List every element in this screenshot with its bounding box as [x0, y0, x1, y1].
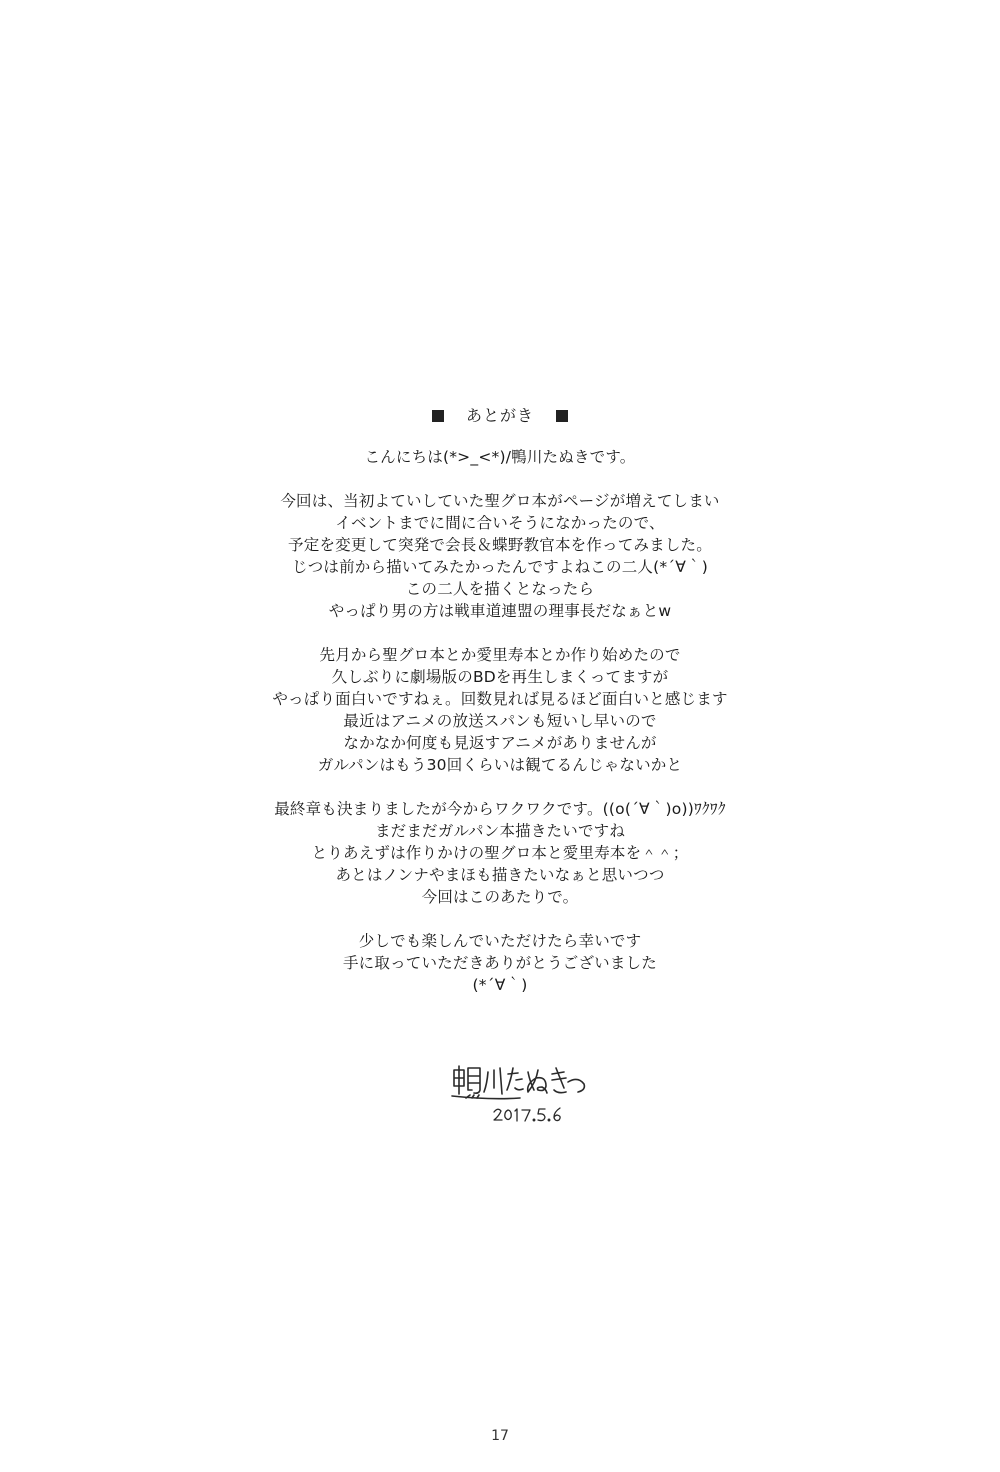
text-line: イベントまでに間に合いそうになかったので、: [335, 514, 665, 532]
text-line: とりあえずは作りかけの聖グロ本と愛里寿本を＾＾；: [311, 844, 689, 862]
text-line: この二人を描くとなったら: [405, 580, 595, 598]
text-line: 最近はアニメの放送スパンも短いし早いので: [343, 712, 657, 730]
text-line: あとはノンナやまほも描きたいなぁと思いつつ: [335, 866, 665, 884]
text-line: 予定を変更して突発で会長＆蝶野教官本を作ってみました。: [288, 536, 712, 554]
closing-paragraph: [150, 930, 850, 996]
text-line: 少しでも楽しんでいただけたら幸いです: [358, 932, 642, 950]
afterword-title: あとがき: [465, 406, 534, 425]
text-line: 今回はこのあたりで。: [421, 888, 579, 906]
text-line: 手に取っていただきありがとうございました: [342, 954, 657, 972]
text-line: 久しぶりに劇場版のBDを再生しまくってますが: [331, 668, 669, 686]
text-line: (*´∀｀): [472, 976, 528, 994]
text-line: 最終章も決まりましたが今からワクワクです。((o(´∀｀)o))ﾜｸﾜｸ: [274, 800, 726, 818]
page-number: 17: [491, 1428, 509, 1444]
text-line: こんにちは(*>_<*)/鴨川たぬきです。: [364, 448, 636, 466]
text-line: 今回は、当初よていしていた聖グロ本がページが増えてしまい: [280, 492, 720, 510]
text-line: ガルパンはもう30回くらいは観てるんじゃないかと: [317, 756, 683, 774]
paragraph-2: [150, 644, 850, 776]
afterword-section: [150, 402, 850, 1018]
black-square-icon: [432, 410, 444, 422]
black-square-icon: [556, 410, 568, 422]
text-line: 先月から聖グロ本とか愛里寿本とか作り始めたので: [319, 646, 681, 664]
text-line: やっぱり面白いですねぇ。回数見れば見るほど面白いと感じます: [272, 690, 728, 708]
text-line: やっぱり男の方は戦車道連盟の理事長だなぁとw: [328, 602, 672, 620]
handwritten-signature: [450, 1060, 600, 1130]
signature-drawing: [450, 1060, 600, 1130]
paragraph-1: [150, 490, 850, 622]
text-line: なかなか何度も見返すアニメがありませんが: [343, 734, 657, 752]
greeting-paragraph: [150, 446, 850, 468]
afterword-heading: [150, 402, 850, 430]
text-line: じつは前から描いてみたかったんですよねこの二人(*´∀｀): [292, 558, 708, 576]
text-line: まだまだガルパン本描きたいですね: [374, 822, 626, 840]
paragraph-3: [150, 798, 850, 908]
